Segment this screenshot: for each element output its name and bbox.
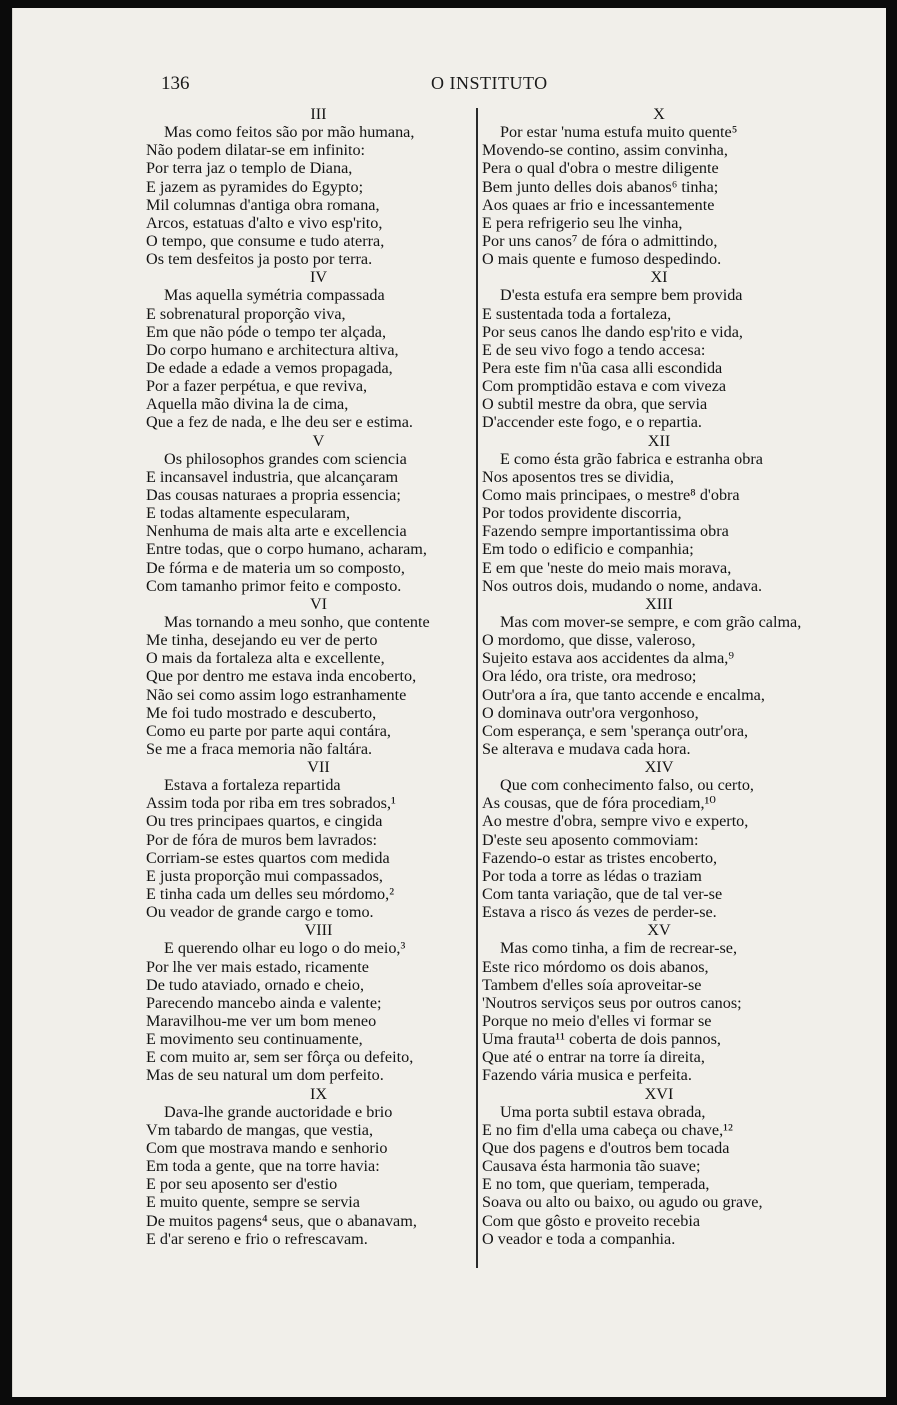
stanza-number: VII [307,758,330,777]
stanza-number: IV [309,268,328,287]
column-divider [476,108,478,1268]
stanza [146,1085,481,1248]
verse-line: Por todos providente discorria, [482,504,682,523]
stanza [482,921,822,1084]
verse-line: Pera este fim n'ũa casa alli escondida [482,358,723,377]
verse-line: Os philosophos grandes com sciencia [164,449,407,468]
verse-line: Por terra jaz o templo de Diana, [146,159,353,178]
stanza-number: III [310,105,327,123]
verse-line: Por seus canos lhe dando esp'rito e vida, [482,322,743,341]
verse-line: Em todo o edificio e companhia; [482,540,694,559]
stanza [146,268,481,431]
verse-line: D'este seu aposento commoviam: [482,830,699,849]
verse-line: Com tanta variação, que de tal ver-se [482,885,723,904]
verse-line: 'Noutros serviços seus por outros canos; [482,993,742,1012]
stanza-number: X [653,105,665,123]
verse-line: De fórma e de materia um so composto, [146,558,405,577]
stanza-number: XV [647,921,671,940]
verse-line: Ou tres principaes quartos, e cingida [146,812,383,831]
verse-line: Nenhuma de mais alta arte e excellencia [146,522,407,541]
verse-line: Sujeito estava aos accidentes da alma,⁹ [482,649,734,668]
verse-line: Corriam-se estes quartos com medida [146,848,390,867]
verse-line: Me tinha, desejando eu ver de perto [146,631,378,650]
right-column [482,105,822,1248]
verse-line: Aquella mão divina la de cima, [146,395,349,414]
verse-line: Outr'ora a íra, que tanto accende e encalma, [482,685,765,704]
stanza-number: VI [309,594,328,613]
stanza [146,921,481,1084]
verse-line: E justa proporção mui compassados, [146,866,383,885]
verse-line: E d'ar sereno e frio o refrescavam. [146,1229,368,1248]
verse-line: Nos outros dois, mudando o nome, andava. [482,576,763,595]
verse-line: Assim toda por riba em tres sobrados,¹ [146,794,396,813]
verse-line: Dava-lhe grande auctoridade e brio [164,1102,393,1121]
verse-line: Ou veador de grande cargo e tomo. [146,903,374,922]
verse-line: E incansavel industria, que alcançaram [146,467,399,486]
verse-line: De muitos pagens⁴ seus, que o abanavam, [146,1211,417,1230]
verse-line: Mas tornando a meu sonho, que contente [164,612,430,631]
verse-line: E em que 'neste do meio mais morava, [482,558,732,577]
verse-line: Parecendo mancebo ainda e valente; [146,993,382,1012]
verse-line: Que a fez de nada, e lhe deu ser e estima. [146,413,413,432]
verse-line: E sobrenatural proporção viva, [146,304,346,323]
verse-line: Porque no meio d'elles vi formar se [482,1012,712,1031]
stanza [482,1085,822,1248]
stanza [482,758,822,921]
verse-line: Por toda a torre as lédas o traziam [482,866,702,885]
verse-line: Como mais principaes, o mestre⁸ d'obra [482,485,740,504]
verse-line: Tambem d'elles soía aproveitar-se [482,975,702,994]
stanza-number: XIV [644,758,674,777]
verse-line: Se alterava e mudava cada hora. [482,739,691,758]
verse-line: E muito quente, sempre se servia [146,1193,360,1212]
stanza-number: IX [309,1084,328,1103]
verse-line: Pera o qual d'obra o mestre diligente [482,159,719,178]
running-head: O INSTITUTO [431,73,548,93]
verse-line: Os tem desfeitos ja posto por terra. [146,250,373,269]
stanza [482,595,822,758]
stanza [146,595,481,758]
verse-line: Uma frauta¹¹ coberta de dois pannos, [482,1030,721,1049]
verse-line: E querendo olhar eu logo o do meio,³ [164,939,406,958]
verse-line: Fazendo vária musica e perfeita. [482,1066,692,1085]
verse-line: Por de fóra de muros bem lavrados: [146,830,378,849]
verse-line: Aos quaes ar frio e incessantemente [482,195,715,214]
stanza [482,105,822,268]
verse-line: O subtil mestre da obra, que servia [482,395,708,414]
verse-line: Uma porta subtil estava obrada, [500,1102,706,1121]
verse-line: Mas como feitos são por mão humana, [164,123,415,142]
verse-line: Que por dentro me estava inda encoberto, [146,667,417,686]
verse-line: O mais quente e fumoso despedindo. [482,250,722,269]
verse-line: Entre todas, que o corpo humano, acharam, [146,540,427,559]
verse-line: E no fim d'ella uma cabeça ou chave,¹² [482,1120,733,1139]
verse-line: Mas como tinha, a fim de recrear-se, [500,939,737,958]
verse-line: Com que mostrava mando e senhorio [146,1139,388,1158]
verse-line: Com esperança, e sem 'sperança outr'ora, [482,721,749,740]
verse-line: D'esta estufa era sempre bem provida [500,286,743,305]
stanza [146,758,481,921]
verse-line: Em toda a gente, que na torre havia: [146,1157,380,1176]
verse-line: Ao mestre d'obra, sempre vivo e experto, [482,812,749,831]
verse-line: Maravilhou-me ver um bom meneo [146,1012,377,1031]
verse-line: Que dos pagens e d'outros bem tocada [482,1139,730,1158]
verse-line: Fazendo sempre importantissima obra [482,522,729,541]
verse-line: E como ésta grão fabrica e estranha obra [500,449,763,468]
left-column [146,105,481,1248]
verse-line: Mas aquella symétria compassada [164,286,385,305]
verse-line: Mas de seu natural um dom perfeito. [146,1066,384,1085]
verse-line: Com que gôsto e proveito recebia [482,1211,701,1230]
stanza-number: XI [650,268,668,287]
verse-line: Nos aposentos tres se dividia, [482,467,674,486]
verse-line: Em que não póde o tempo ter alçada, [146,322,387,341]
verse-line: Por uns canos⁷ de fóra o admittindo, [482,231,718,250]
verse-line: Que com conhecimento falso, ou certo, [500,776,754,795]
verse-line: E de seu vivo fogo a tendo accesa: [482,340,706,359]
verse-line: E pera refrigerio seu lhe vinha, [482,213,683,232]
page-number: 136 [161,73,190,94]
stanza [146,432,481,595]
verse-line: Vm tabardo de mangas, que vestia, [146,1120,374,1139]
verse-line: De edade a edade a vemos propagada, [146,358,393,377]
verse-line: Fazendo-o estar as tristes encoberto, [482,848,718,867]
stanza-number: VIII [304,921,333,940]
verse-line: E tinha cada um delles seu mórdomo,² [146,885,395,904]
stanza [482,432,822,595]
verse-line: As cousas, que de fóra procediam,¹⁰ [482,794,716,813]
verse-line: E no tom, que queriam, temperada, [482,1175,710,1194]
verse-line: Com promptidão estava e com viveza [482,377,727,396]
verse-line: O veador e toda a companhia. [482,1229,676,1248]
verse-line: E todas altamente especularam, [146,504,351,523]
verse-line: E movimento seu continuamente, [146,1030,363,1049]
verse-line: Movendo-se contino, assim convinha, [482,141,728,160]
stanza-number: XII [647,431,671,450]
verse-line: O dominava outr'ora vergonhoso, [482,703,699,722]
verse-line: Me foi tudo mostrado e descuberto, [146,703,377,722]
verse-line: Estava a fortaleza repartida [164,776,341,795]
verse-line: Ora lédo, ora triste, ora medroso; [482,667,697,686]
verse-line: Bem junto delles dois abanos⁶ tinha; [482,177,719,196]
verse-line: Que até o entrar na torre ía direita, [482,1048,705,1067]
verse-line: E sustentada toda a fortaleza, [482,304,672,323]
verse-line: Por a fazer perpétua, e que reviva, [146,377,368,396]
verse-line: Arcos, estatuas d'alto e vivo esp'rito, [146,213,383,232]
verse-line: De tudo ataviado, ornado e cheio, [146,975,365,994]
verse-line: Como eu parte por parte aqui contára, [146,721,391,740]
verse-line: E jazem as pyramides do Egypto; [146,177,364,196]
verse-line: E com muito ar, sem ser fôrça ou defeito, [146,1048,414,1067]
page-header [161,73,841,103]
verse-line: Soava ou alto ou baixo, ou agudo ou grave, [482,1193,763,1212]
stanza-number: V [312,431,325,450]
verse-line: Do corpo humano e architectura altiva, [146,340,399,359]
verse-line: Por estar 'numa estufa muito quente⁵ [500,123,738,142]
verse-line: D'accender este fogo, e o repartia. [482,413,702,432]
verse-line: O tempo, que consume e tudo aterra, [146,231,385,250]
verse-line: Não sei como assim logo estranhamente [146,685,407,704]
verse-line: Estava a risco ás vezes de perder-se. [482,903,717,922]
stanza [482,268,822,431]
verse-line: Com tamanho primor feito e composto. [146,576,402,595]
verse-line: Este rico mórdomo os dois abanos, [482,957,709,976]
verse-line: Por lhe ver mais estado, ricamente [146,957,369,976]
verse-line: Causava ésta harmonia tão suave; [482,1157,701,1176]
verse-line: Mas com mover-se sempre, e com grão calma, [500,612,802,631]
stanza [146,105,481,268]
stanza-number: XIII [645,594,673,613]
verse-line: Das cousas naturaes a propria essencia; [146,485,401,504]
verse-line: O mais da fortaleza alta e excellente, [146,649,385,668]
stanza-number: XVI [644,1084,674,1103]
verse-line: O mordomo, que disse, valeroso, [482,631,696,650]
verse-line: Mil columnas d'antiga obra romana, [146,195,380,214]
verse-line: E por seu aposento ser d'estio [146,1175,338,1194]
verse-line: Se me a fraca memoria não faltára. [146,739,373,758]
verse-line: Não podem dilatar-se em infinito: [146,141,366,160]
